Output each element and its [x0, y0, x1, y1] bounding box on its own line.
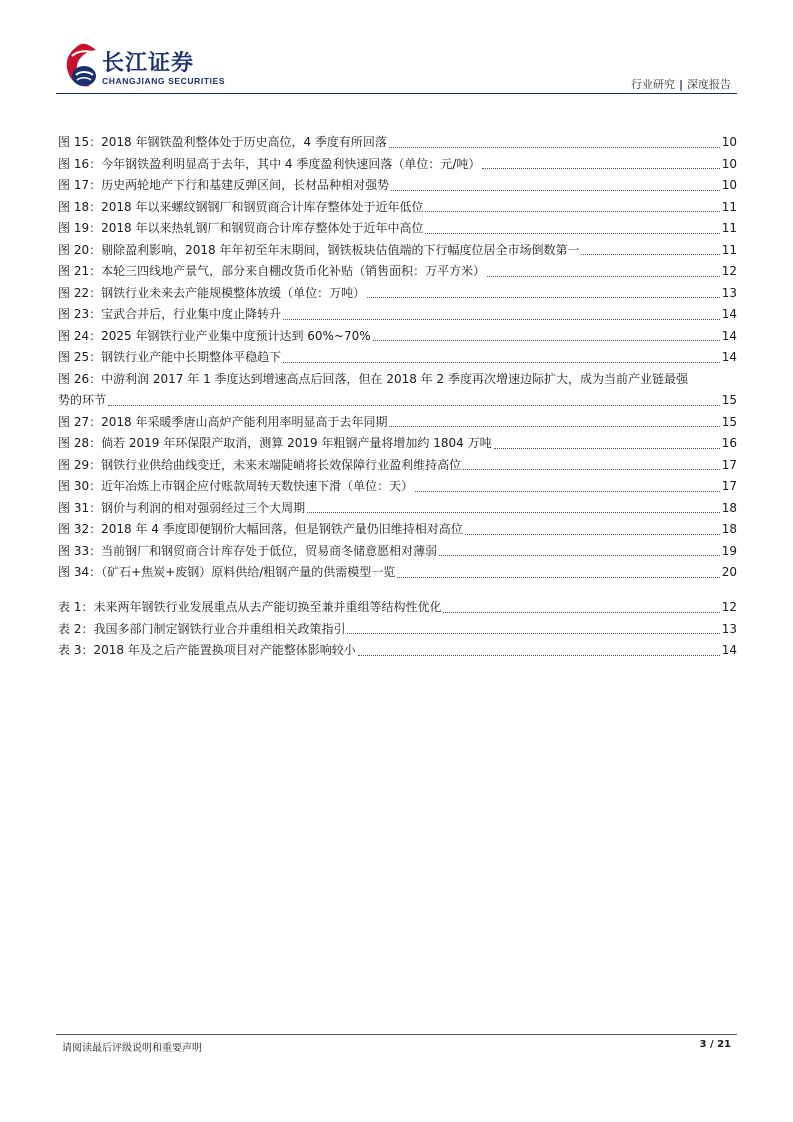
toc-entry[interactable]: 图 31：钢价与利润的相对强弱经过三个大周期 18 [58, 500, 737, 515]
toc-entry[interactable]: 图 32：2018 年 4 季度即便钢价大幅回落，但是钢铁产量仍旧维持相对高位 18 [58, 522, 737, 536]
toc-entry[interactable]: 图 25：钢铁行业产能中长期整体平稳趋下 14 [58, 350, 737, 364]
header-divider [56, 93, 737, 94]
toc-entry[interactable]: 图 24：2025 年钢铁行业产业集中度预计达到 60%~70% 14 [58, 328, 737, 343]
toc-entry[interactable]: 图 33：当前钢厂和钢贸商合计库存处于低位，贸易商冬储意愿相对薄弱 19 [58, 543, 737, 558]
report-category [631, 76, 731, 92]
toc-entry[interactable]: 图 21：本轮三四线地产景气，部分来自棚改货币化补贴（销售面积：万平方米） 12 [58, 264, 737, 278]
page-number: 3 / 21 [699, 1039, 731, 1050]
toc-entry[interactable]: 图 34：（矿石+焦炭+废钢）原料供给/粗钢产量的供需模型一览 20 [58, 565, 737, 579]
toc-entry[interactable]: 图 29：钢铁行业供给曲线变迁，未来末端陡峭将长效保障行业盈利维持高位 17 [58, 457, 737, 472]
toc-entry[interactable]: 图 15：2018 年钢铁盈利整体处于历史高位，4 季度有所回落 10 [58, 135, 737, 149]
toc-entry[interactable]: 表 3：2018 年及之后产能置换项目对产能整体影响较小 14 [58, 643, 737, 657]
toc-entry[interactable]: 图 22：钢铁行业未来去产能规模整体放缓（单位：万吨） 13 [58, 285, 737, 300]
figure-index [58, 132, 737, 584]
toc-entry[interactable]: 表 1：未来两年钢铁行业发展重点从去产能切换至兼并重组等结构性优化 12 [58, 600, 737, 614]
footer-disclaimer: 请阅读最后评级说明和重要声明 [62, 1043, 202, 1054]
company-logo [62, 42, 262, 92]
toc-entry-multiline[interactable]: 图 26：中游利润 2017 年 1 季度达到增速高点后回落，但在 2018 年 2 季度再次增速边际扩大，成为当前产业链最强 势的环节 15 [58, 371, 737, 407]
report-type-label: 深度报告 [687, 78, 731, 91]
toc-entry[interactable]: 图 19：2018 年以来热轧钢厂和钢贸商合计库存整体处于近年中高位 11 [58, 221, 737, 235]
toc-entry[interactable]: 图 16：今年钢铁盈利明显高于去年，其中 4 季度盈利快速回落（单位：元/吨） 10 [58, 156, 737, 171]
header-separator: | [678, 78, 683, 91]
toc-entry[interactable]: 图 27：2018 年采暖季唐山高炉产能利用率明显高于去年同期 15 [58, 414, 737, 429]
toc-entry[interactable]: 图 30：近年冶炼上市钢企应付账款周转天数快速下滑（单位：天） 17 [58, 479, 737, 493]
toc-entry[interactable]: 图 28：倘若 2019 年环保限产取消，测算 2019 年粗钢产量将增加约 1804 万吨 16 [58, 436, 737, 450]
page-header [0, 0, 793, 100]
table-index [58, 597, 737, 662]
toc-entry[interactable]: 图 23：宝武合并后，行业集中度止降转升 14 [58, 307, 737, 321]
section-label: 行业研究 [630, 78, 675, 91]
logo-english-text: CHANGJIANG SECURITIES [102, 76, 226, 86]
toc-entry[interactable]: 表 2：我国多部门制定钢铁行业合并重组相关政策指引 13 [58, 621, 737, 636]
logo-chinese-text: 长江证券 [102, 51, 195, 76]
logo-emblem-icon [62, 42, 100, 92]
toc-entry[interactable]: 图 18：2018 年以来螺纹钢钢厂和钢贸商合计库存整体处于近年低位 11 [58, 199, 737, 214]
toc-entry[interactable]: 图 20：剔除盈利影响，2018 年年初至年末期间，钢铁板块估值端的下行幅度位居全市场倒数第一 11 [58, 242, 737, 257]
toc-entry[interactable]: 图 17：历史两轮地产下行和基建反弹区间，长材品种相对强势 10 [58, 178, 737, 192]
footer-divider [56, 1034, 737, 1035]
